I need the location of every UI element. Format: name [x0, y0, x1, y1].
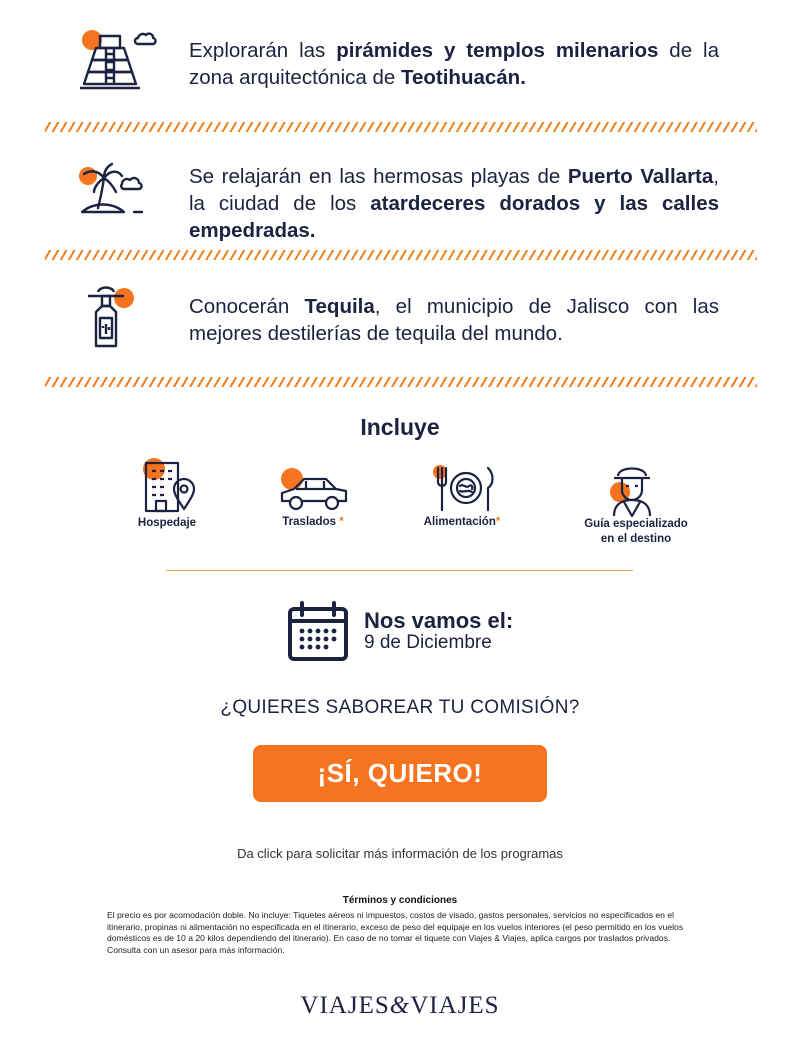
- cta-question: ¿QUIERES SABOREAR TU COMISIÓN?: [220, 697, 580, 718]
- include-label-traslados: Traslados *: [282, 516, 344, 528]
- divider-hatch: [45, 122, 757, 132]
- palm-beach-icon: [76, 162, 150, 223]
- hotel-icon: [140, 457, 196, 520]
- guide-icon: [608, 462, 656, 523]
- section-divider: [166, 570, 633, 571]
- tequila-bottle-icon: [84, 282, 140, 355]
- destination-text-puerto-vallarta: Se relajarán en las hermosas playas de Puerto Vallarta, la ciudad de los atardeceres dorados y las calles empedradas.: [189, 165, 719, 242]
- divider-hatch: [45, 377, 757, 387]
- brand-logo: VIAJES&VIAJES: [300, 992, 500, 1019]
- destination-text-tequila: Conocerán Tequila, el municipio de Jalisco con las mejores destilerías de tequila del mundo.: [189, 295, 720, 345]
- includes-title: Incluye: [360, 414, 440, 440]
- meal-icon: [430, 462, 498, 519]
- destination-text-teotihuacan: Explorarán las pirámides y templos milenarios de la zona arquitectónica de Teotihuacán.: [189, 39, 719, 89]
- departure-date: 9 de Diciembre: [364, 632, 492, 653]
- cta-hint: Da click para solicitar más información de los programas: [237, 846, 563, 861]
- car-icon: [278, 467, 350, 520]
- departure-label: Nos vamos el:: [364, 608, 514, 633]
- divider-hatch: [45, 250, 757, 260]
- include-label-guia: Guía especializado en el destino: [584, 518, 688, 545]
- include-label-hospedaje: Hospedaje: [137, 517, 197, 529]
- terms-body: El precio es por acomodación doble. No incluye: Tiquetes aéreos ni impuestos, costos de visado, gastos personales, servicios no especificados en el itinerario, propinas ni alimentación no especificada en el itinerario, exceso de peso del equipaje en los vuelos interiores (el peso permitido en los vuelos domésticos es de 10 a 20 kilos dependiendo del itinerario). En caso de no tomar el tiquete con Viajes & Viajes, aplica cargos por traslados privados. Consulta con un asesor para más información.: [107, 910, 684, 955]
- include-label-alimentacion: Alimentación*: [423, 516, 501, 528]
- terms-title: Términos y condiciones: [342, 895, 458, 906]
- calendar-icon: [286, 601, 350, 668]
- si-quiero-button[interactable]: ¡SÍ, QUIERO!: [253, 745, 547, 802]
- pyramid-icon: [78, 26, 158, 97]
